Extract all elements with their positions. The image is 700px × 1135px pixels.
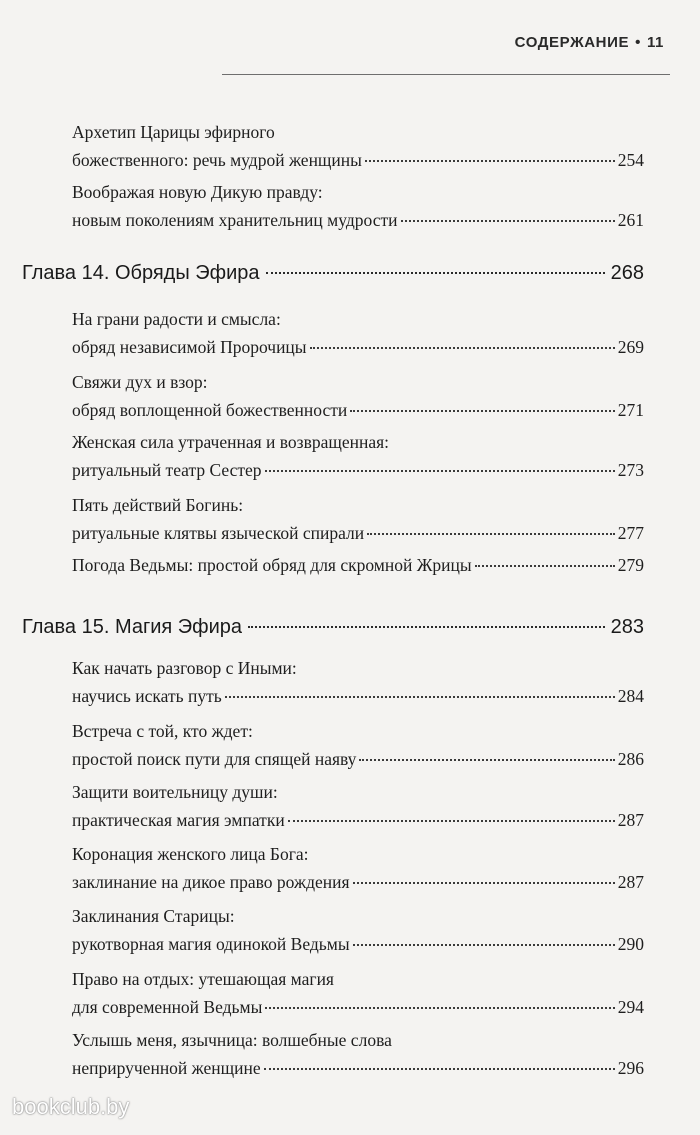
entry-page: 271 bbox=[617, 400, 644, 420]
entry-page: 269 bbox=[617, 337, 644, 357]
entry-title-line2: ритуальный театр Сестер bbox=[72, 460, 262, 480]
chapter-page: 283 bbox=[610, 616, 644, 638]
toc-entry bbox=[72, 717, 644, 773]
entry-title-line1: Как начать разговор с Иными: bbox=[72, 658, 297, 678]
toc-entry bbox=[72, 368, 644, 424]
entry-title-line1: Встреча с той, кто ждет: bbox=[72, 721, 253, 741]
entry-title-line2: Погода Ведьмы: простой обряд для скромной Жрицы bbox=[72, 555, 472, 575]
entry-title-line2: рукотворная магия одинокой Ведьмы bbox=[72, 934, 350, 954]
entry-title-line2: обряд независимой Пророчицы bbox=[72, 337, 307, 357]
entry-title-line2: ритуальные клятвы языческой спирали bbox=[72, 523, 365, 543]
entry-page: 296 bbox=[617, 1058, 644, 1078]
dot-leader bbox=[401, 219, 615, 222]
toc-entry bbox=[72, 178, 644, 234]
chapter-title: Глава 14. Обряды Эфира bbox=[22, 262, 260, 284]
dot-leader bbox=[350, 409, 614, 412]
entry-title-line1: Услышь меня, язычница: волшебные слова bbox=[72, 1030, 392, 1050]
toc-entry bbox=[72, 778, 644, 834]
dot-leader bbox=[265, 1006, 614, 1009]
dot-leader bbox=[475, 564, 615, 567]
entry-title-line1: Пять действий Богинь: bbox=[72, 495, 244, 515]
entry-title-line1: Женская сила утраченная и возвращенная: bbox=[72, 432, 390, 452]
dot-leader bbox=[310, 346, 615, 349]
toc-entry bbox=[72, 965, 644, 1021]
entry-title-line2: для современной Ведьмы bbox=[72, 997, 263, 1017]
entry-title-line1: Воображая новую Дикую правду: bbox=[72, 182, 323, 202]
entry-title-line1: Заклинания Старицы: bbox=[72, 906, 235, 926]
entry-page: 261 bbox=[617, 210, 644, 230]
chapter-heading bbox=[22, 258, 644, 288]
dot-leader bbox=[288, 819, 615, 822]
entry-title-line1: Архетип Царицы эфирного bbox=[72, 122, 275, 142]
entry-title-line2: неприрученной женщине bbox=[72, 1058, 261, 1078]
dot-leader bbox=[248, 625, 605, 628]
toc-entry bbox=[72, 118, 644, 174]
chapter-title: Глава 15. Магия Эфира bbox=[22, 616, 243, 638]
entry-title-line1: Коронация женского лица Бога: bbox=[72, 844, 309, 864]
toc-entry bbox=[72, 654, 644, 710]
entry-title-line1: Право на отдых: утешающая магия bbox=[72, 969, 334, 989]
entry-title-line1: Свяжи дух и взор: bbox=[72, 372, 208, 392]
dot-leader bbox=[367, 532, 615, 535]
site-watermark: bookclub.by bbox=[12, 1094, 130, 1119]
toc-entry bbox=[72, 902, 644, 958]
dot-leader bbox=[353, 881, 615, 884]
separator-dot: • bbox=[635, 34, 641, 51]
chapter-heading bbox=[22, 612, 644, 642]
toc-entry bbox=[72, 840, 644, 896]
page-number: 11 bbox=[646, 34, 664, 51]
dot-leader bbox=[225, 695, 615, 698]
entry-page: 277 bbox=[617, 523, 644, 543]
entry-page: 290 bbox=[617, 934, 644, 954]
dot-leader bbox=[353, 943, 615, 946]
dot-leader bbox=[266, 271, 605, 274]
entry-page: 286 bbox=[617, 749, 644, 769]
entry-title-line2: обряд воплощенной божественности bbox=[72, 400, 348, 420]
dot-leader bbox=[264, 1067, 615, 1070]
entry-title-line2: божественного: речь мудрой женщины bbox=[72, 150, 362, 170]
entry-title-line1: На грани радости и смысла: bbox=[72, 309, 281, 329]
section-title: СОДЕРЖАНИЕ bbox=[514, 34, 630, 51]
toc-entry bbox=[72, 551, 644, 579]
toc-entry bbox=[72, 491, 644, 547]
entry-title-line1: Защити воительницу души: bbox=[72, 782, 278, 802]
chapter-page: 268 bbox=[610, 262, 644, 284]
toc-entry bbox=[72, 1026, 644, 1082]
entry-title-line2: заклинание на дикое право рождения bbox=[72, 872, 350, 892]
dot-leader bbox=[365, 159, 615, 162]
entry-title-line2: простой поиск пути для спящей наяву bbox=[72, 749, 357, 769]
entry-page: 279 bbox=[617, 555, 644, 575]
entry-page: 284 bbox=[617, 686, 644, 706]
entry-page: 273 bbox=[617, 460, 644, 480]
entry-page: 254 bbox=[617, 150, 644, 170]
entry-page: 294 bbox=[617, 997, 644, 1017]
dot-leader bbox=[359, 758, 614, 761]
entry-page: 287 bbox=[617, 872, 644, 892]
entry-title-line2: новым поколениям хранительниц мудрости bbox=[72, 210, 398, 230]
toc-entry bbox=[72, 305, 644, 361]
toc-entry bbox=[72, 428, 644, 484]
entry-title-line2: практическая магия эмпатки bbox=[72, 810, 285, 830]
entry-page: 287 bbox=[617, 810, 644, 830]
dot-leader bbox=[265, 469, 615, 472]
entry-title-line2: научись искать путь bbox=[72, 686, 222, 706]
